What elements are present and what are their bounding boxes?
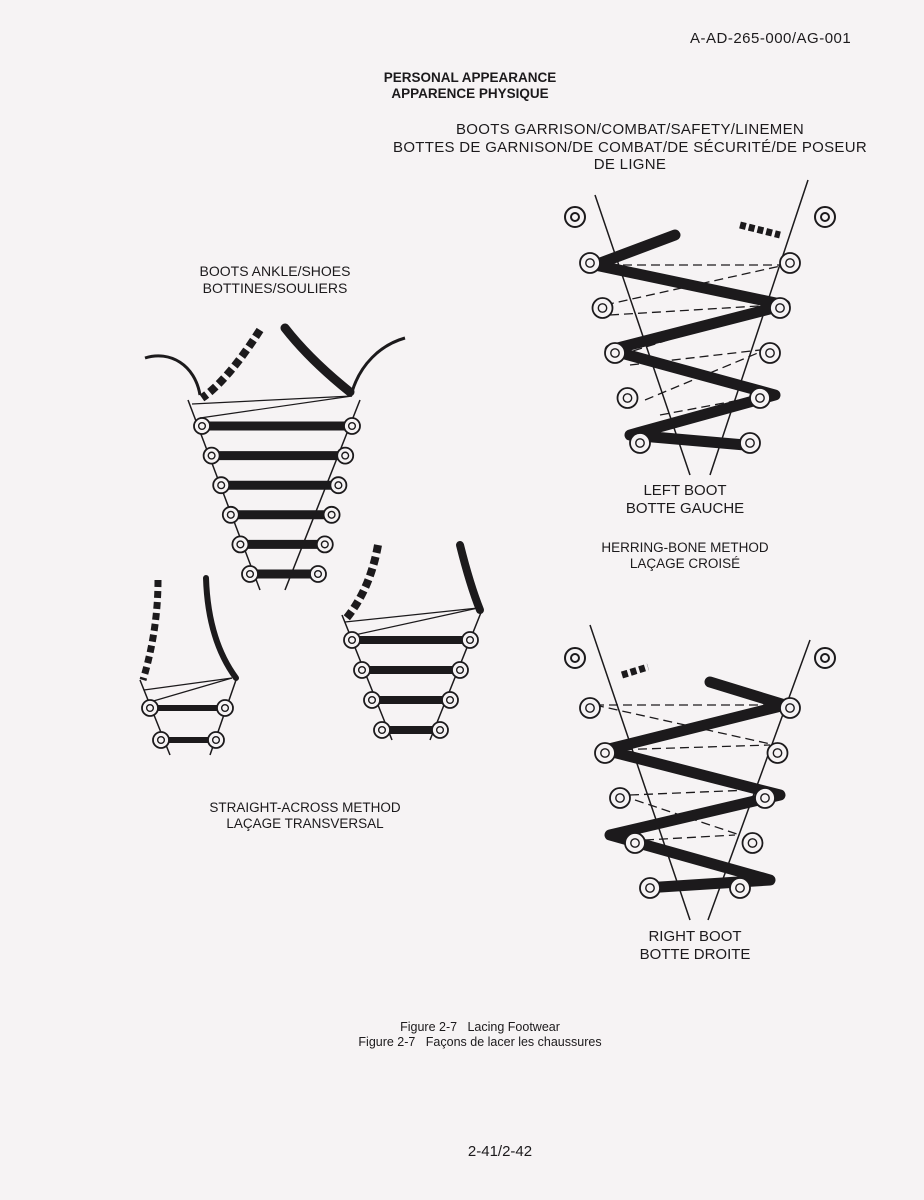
eyelet-ring <box>232 536 248 552</box>
eyelet-ring <box>770 298 790 318</box>
eyelet <box>770 298 790 318</box>
lace-end-dashed <box>622 667 648 675</box>
main-lace-zigzag <box>605 682 785 888</box>
eyelet-ring <box>605 343 625 363</box>
eyelet-ring <box>217 700 233 716</box>
document-id: A-AD-265-000/AG-001 <box>690 30 852 47</box>
eyelet <box>194 418 210 434</box>
caption-english: Figure 2-7 Lacing Footwear <box>400 1020 560 1034</box>
eyelet <box>618 388 638 408</box>
eyelet-unused <box>565 648 585 668</box>
straight-across-label <box>190 800 420 832</box>
diagonal-lace-1 <box>345 608 478 622</box>
eyelet <box>593 298 613 318</box>
eyelet-inner <box>821 654 829 662</box>
page-title <box>360 70 580 102</box>
herring-french: LAÇAGE CROISÉ <box>629 555 741 571</box>
eyelet <box>324 507 340 523</box>
garrison-heading-line3: DE LIGNE <box>593 156 667 174</box>
right-boot-english: RIGHT BOOT <box>648 928 742 945</box>
eyelet-ring <box>153 732 169 748</box>
eyelet <box>208 732 224 748</box>
eyelet-ring <box>593 298 613 318</box>
eyelet-inner <box>571 213 579 221</box>
eyelet <box>625 833 645 853</box>
lace-end-dashed <box>345 545 378 620</box>
eyelet <box>142 700 158 716</box>
eyelet-ring <box>354 662 370 678</box>
eyelet-ring <box>452 662 468 678</box>
herring-bone-label <box>585 540 785 572</box>
eyelet-ring <box>730 878 750 898</box>
eyelet-ring <box>204 448 220 464</box>
eyelet <box>605 343 625 363</box>
title-english: PERSONAL APPEARANCE <box>383 70 557 85</box>
straight-across-medium-illustration <box>330 540 500 750</box>
page-number: 2-41/2-42 <box>467 1143 533 1160</box>
diagonal-lace-1 <box>144 678 232 690</box>
eyelet-ring <box>595 743 615 763</box>
garrison-heading-line2: BOTTES DE GARNISON/DE COMBAT/DE SÉCURITÉ/DE POSEUR <box>393 138 867 156</box>
eyelet <box>760 343 780 363</box>
herring-bone-left-boot-illustration <box>550 175 850 485</box>
eyelet <box>462 632 478 648</box>
eyelet-ring <box>760 343 780 363</box>
eyelet-ring <box>344 632 360 648</box>
boot-collar-left-line <box>145 356 200 395</box>
boot-seam-right <box>710 180 808 475</box>
eyelet <box>750 388 770 408</box>
eyelet <box>330 477 346 493</box>
ankle-heading-line2: BOTTINES/SOULIERS <box>202 279 348 296</box>
eyelet <box>217 700 233 716</box>
eyelet-ring <box>364 692 380 708</box>
left-boot-french: BOTTE GAUCHE <box>625 499 745 517</box>
eyelet <box>204 448 220 464</box>
lace-end-dashed <box>740 225 780 235</box>
eyelet <box>337 448 353 464</box>
straight-french: LAÇAGE TRANSVERSAL <box>226 815 384 831</box>
eyelet-ring <box>610 788 630 808</box>
eyelet <box>153 732 169 748</box>
herring-bone-right-boot-illustration <box>550 620 850 930</box>
eyelet-ring <box>208 732 224 748</box>
eyelet-ring <box>374 722 390 738</box>
straight-across-small-illustration <box>128 570 248 760</box>
eyelet-unused <box>815 648 835 668</box>
eyelet-unused <box>815 207 835 227</box>
main-lace-zigzag <box>595 235 785 445</box>
figure-caption <box>330 1020 630 1050</box>
eyelet-inner <box>571 654 579 662</box>
lace-end-solid <box>285 328 350 392</box>
eyelet <box>743 833 763 853</box>
eyelet-ring <box>344 418 360 434</box>
eyelet-ring <box>213 477 229 493</box>
eyelet-ring <box>630 433 650 453</box>
eyelet-ring <box>755 788 775 808</box>
eyelet <box>344 632 360 648</box>
eyelet <box>780 253 800 273</box>
eyelet <box>580 253 600 273</box>
eyelet-ring <box>780 253 800 273</box>
eyelet <box>755 788 775 808</box>
right-boot-label <box>620 928 770 963</box>
eyelet <box>595 743 615 763</box>
eyelet-ring <box>768 743 788 763</box>
eyelet-ring <box>310 566 326 582</box>
eyelet-ring <box>462 632 478 648</box>
eyelet <box>223 507 239 523</box>
eyelet <box>232 536 248 552</box>
eyelet <box>452 662 468 678</box>
eyelet <box>364 692 380 708</box>
eyelet <box>740 433 760 453</box>
eyelet <box>432 722 448 738</box>
diagonal-lace-2 <box>350 608 478 636</box>
eyelet-ring <box>580 698 600 718</box>
lace-end-dashed <box>143 580 158 680</box>
eyelet-unused <box>565 207 585 227</box>
left-boot-english: LEFT BOOT <box>643 482 727 499</box>
eyelet-ring <box>743 833 763 853</box>
eyelet-ring <box>750 388 770 408</box>
garrison-heading-line1: BOOTS GARRISON/COMBAT/SAFETY/LINEMEN <box>455 121 805 138</box>
title-french: APPARENCE PHYSIQUE <box>391 85 549 101</box>
boot-collar-right-line <box>352 338 405 392</box>
lace-end-solid <box>460 545 480 610</box>
eyelet <box>730 878 750 898</box>
eyelet-ring <box>142 700 158 716</box>
eyelet <box>344 418 360 434</box>
eyelet-ring <box>223 507 239 523</box>
eyelet-ring <box>194 418 210 434</box>
eyelet-ring <box>324 507 340 523</box>
eyelet-ring <box>432 722 448 738</box>
eyelet-inner <box>821 213 829 221</box>
eyelet <box>213 477 229 493</box>
eyelet-ring <box>580 253 600 273</box>
eyelet <box>580 698 600 718</box>
eyelet-ring <box>780 698 800 718</box>
eyelet-ring <box>618 388 638 408</box>
eyelet-ring <box>337 448 353 464</box>
eyelet-ring <box>330 477 346 493</box>
eyelet-ring <box>640 878 660 898</box>
eyelet <box>442 692 458 708</box>
lace-end-solid <box>206 578 236 678</box>
eyelet <box>610 788 630 808</box>
right-boot-french: BOTTE DROITE <box>639 945 751 963</box>
ankle-boots-heading <box>170 263 380 296</box>
eyelet <box>630 433 650 453</box>
herring-english: HERRING-BONE METHOD <box>601 540 769 555</box>
straight-english: STRAIGHT-ACROSS METHOD <box>209 800 401 815</box>
eyelet-ring <box>625 833 645 853</box>
eyelet <box>768 743 788 763</box>
eyelet-ring <box>740 433 760 453</box>
ankle-heading-line1: BOOTS ANKLE/SHOES <box>199 263 351 279</box>
eyelet-ring <box>442 692 458 708</box>
eyelet <box>310 566 326 582</box>
caption-french: Figure 2-7 Façons de lacer les chaussures <box>358 1034 602 1049</box>
diagonal-lace-2 <box>150 678 232 702</box>
garrison-boots-heading <box>390 121 870 174</box>
eyelet <box>354 662 370 678</box>
lace-end-dashed <box>202 330 260 398</box>
eyelet <box>374 722 390 738</box>
left-boot-label <box>610 482 760 517</box>
eyelet <box>780 698 800 718</box>
eyelet <box>640 878 660 898</box>
